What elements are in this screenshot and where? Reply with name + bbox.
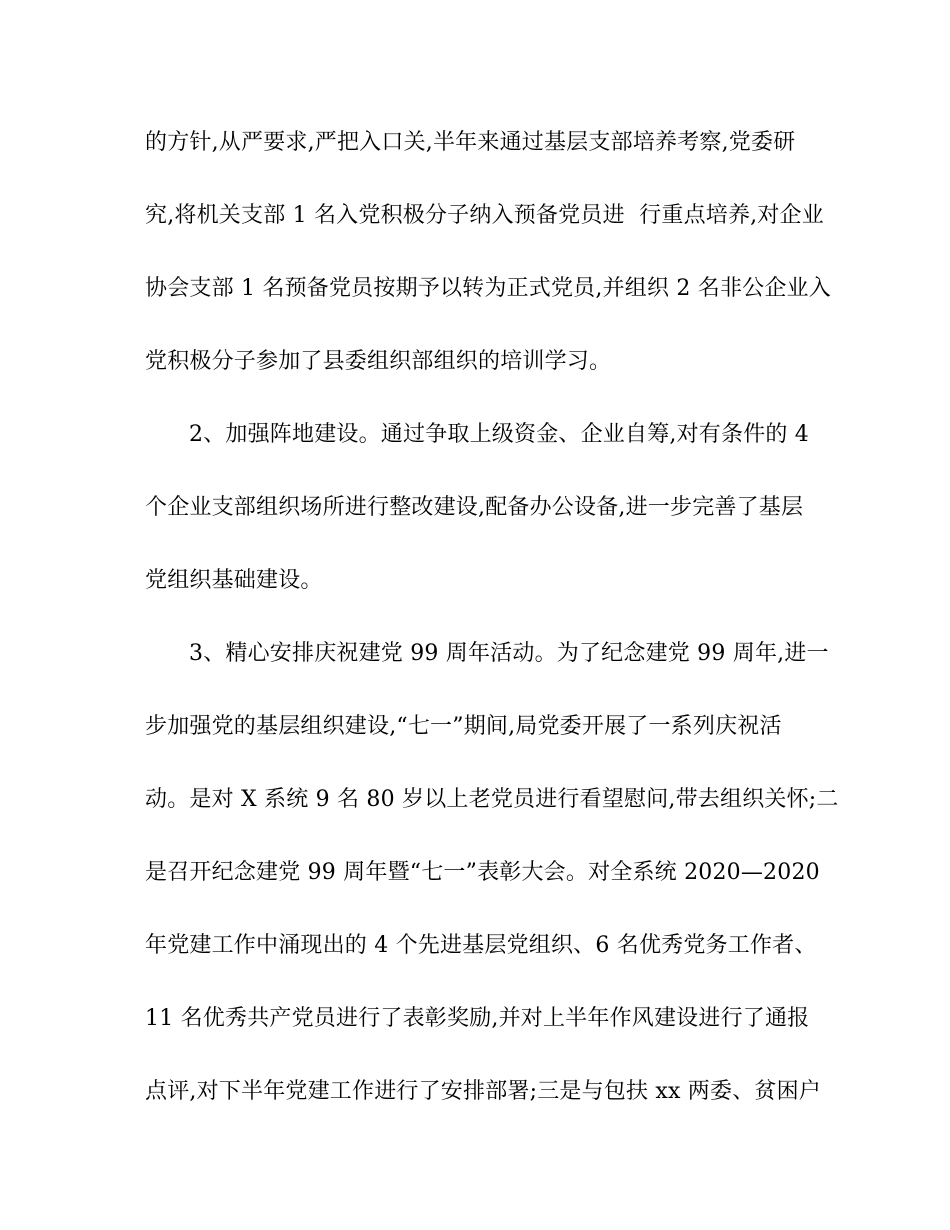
text-line-11: 是召开纪念建党 99 周年暨“七一”表彰大会。对全系统 2020—2020 [145,860,820,885]
paragraph-2-first-line: 2、加强阵地建设。通过争取上级资金、企业自筹,对有条件的 4 [189,422,809,447]
text-line-9: 步加强党的基层组织建设,“七一”期间,局党委开展了一系列庆祝活 [145,714,782,739]
text-line-4: 党积极分子参加了县委组织部组织的培训学习。 [145,349,612,374]
text-line-14: 点评,对下半年党建工作进行了安排部署;三是与包扶 xx 两委、贫困户 [145,1079,822,1104]
text-line-6: 个企业支部组织场所进行整改建设,配备办公设备,进一步完善了基层 [145,495,804,520]
text-line-3: 协会支部 1 名预备党员按期予以转为正式党员,并组织 2 名非公企业入 [145,276,831,301]
text-line-2: 究,将机关支部 1 名入党积极分子纳入预备党员进 行重点培养,对企业 [145,203,824,228]
text-line-7: 党组织基础建设。 [145,568,323,593]
paragraph-3-first-line: 3、精心安排庆祝建党 99 周年活动。为了纪念建党 99 周年,进一 [189,641,829,666]
text-line-13: 11 名优秀共产党员进行了表彰奖励,并对上半年作风建设进行了通报 [145,1006,810,1031]
text-line-1: 的方针,从严要求,严把入口关,半年来通过基层支部培养考察,党委研 [145,130,796,155]
text-line-12: 年党建工作中涌现出的 4 个先进基层党组织、6 名优秀党务工作者、 [145,933,817,958]
text-line-10: 动。是对 X 系统 9 名 80 岁以上老党员进行看望慰问,带去组织关怀;二 [145,787,839,812]
